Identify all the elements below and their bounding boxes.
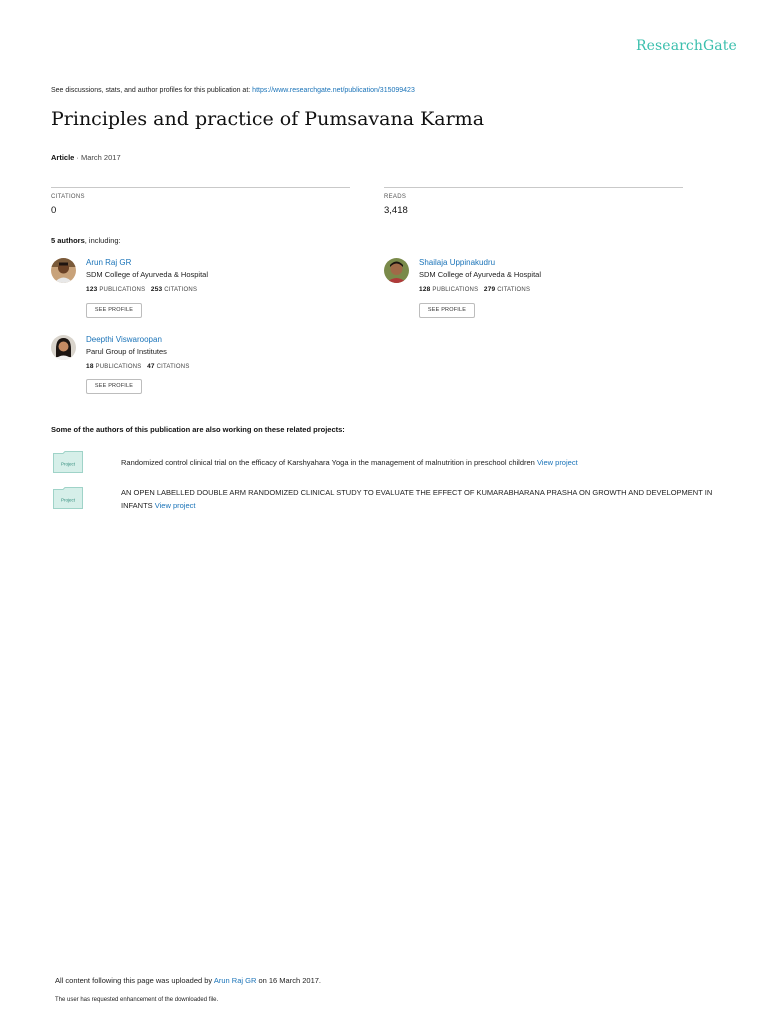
discussions-prefix: See discussions, stats, and author profiles for this publication at: — [51, 87, 253, 94]
uploader-link[interactable]: Arun Raj GR — [213, 976, 257, 985]
project-icon-label: Project — [60, 497, 76, 503]
reads-label: READS — [384, 194, 407, 200]
page-title: Principles and practice of Pumsavana Karma — [51, 108, 485, 130]
author-stats — [86, 286, 197, 293]
reads-value: 3,418 — [384, 205, 408, 216]
author-name-link[interactable]: Deepthi Viswaroopan — [86, 335, 162, 344]
author-stats — [86, 363, 190, 370]
project-icon-label: Project — [60, 461, 76, 467]
article-date: · March 2017 — [74, 153, 121, 162]
citations-label: CITATIONS — [51, 194, 85, 200]
project-text-line-2 — [121, 499, 721, 512]
author-publications-label: PUBLICATIONS — [95, 364, 142, 370]
project-folder-icon — [53, 451, 83, 473]
upload-prefix: All content following this page was uploaded by — [55, 976, 214, 985]
authors-suffix: , including: — [84, 236, 121, 245]
project-text-line-2-text: INFANTS — [121, 501, 155, 510]
author-publications-count: 123 — [86, 286, 98, 293]
author-name-link[interactable]: Arun Raj GR — [86, 258, 132, 267]
view-project-link[interactable]: View project — [154, 501, 196, 510]
article-meta — [51, 153, 121, 162]
project-folder-icon — [53, 487, 83, 509]
author-citations-label: CITATIONS — [156, 364, 190, 370]
folder-icon — [53, 451, 83, 473]
authors-heading — [51, 236, 121, 245]
avatar-photo-icon — [51, 258, 76, 283]
author-citations-label: CITATIONS — [164, 287, 198, 293]
researchgate-logo[interactable]: ResearchGate — [636, 38, 737, 54]
author-name-link[interactable]: Shailaja Uppinakudru — [419, 258, 496, 267]
author-citations-count: 47 — [147, 363, 155, 370]
author-publications-count: 18 — [86, 363, 94, 370]
author-citations-label: CITATIONS — [497, 287, 531, 293]
view-project-link[interactable]: View project — [536, 458, 578, 467]
author-stats — [419, 286, 530, 293]
author-publications-count: 128 — [419, 286, 431, 293]
avatar-photo-icon — [384, 258, 409, 283]
citations-divider — [51, 187, 350, 188]
reads-divider — [384, 187, 683, 188]
author-publications-label: PUBLICATIONS — [432, 287, 479, 293]
avatar-photo-icon — [51, 335, 76, 360]
author-institution: SDM College of Ayurveda & Hospital — [86, 270, 209, 279]
authors-count: 5 authors — [51, 236, 85, 245]
project-text: Randomized control clinical trial on the efficacy of Karshyahara Yoga in the management of malnutrition in preschool children — [121, 458, 537, 467]
project-description — [121, 456, 721, 469]
article-type: Article — [51, 153, 75, 162]
upload-notice — [55, 976, 321, 985]
enhancement-note: The user has requested enhancement of the downloaded file. — [55, 997, 219, 1003]
discussions-line — [51, 87, 415, 94]
author-publications-label: PUBLICATIONS — [99, 287, 146, 293]
related-projects-heading: Some of the authors of this publication are also working on these related projects: — [51, 425, 345, 434]
project-text-line-1: AN OPEN LABELLED DOUBLE ARM RANDOMIZED CLINICAL STUDY TO EVALUATE THE EFFECT OF KUMARABHARANA PRASHA ON GROWTH AND DEVELOPMENT IN — [121, 488, 713, 497]
avatar-arun-raj[interactable] — [51, 258, 76, 283]
publication-url-link[interactable]: https://www.researchgate.net/publication/315099423 — [252, 87, 415, 94]
author-citations-count: 253 — [150, 286, 163, 293]
see-profile-button[interactable]: SEE PROFILE — [419, 303, 475, 318]
upload-suffix: on 16 March 2017. — [256, 976, 322, 985]
project-description — [121, 486, 721, 512]
avatar-shailaja-uppinakudru[interactable] — [384, 258, 409, 283]
avatar-deepthi-viswaroopan[interactable] — [51, 335, 76, 360]
see-profile-button[interactable]: SEE PROFILE — [86, 379, 142, 394]
author-institution: SDM College of Ayurveda & Hospital — [419, 270, 542, 279]
author-citations-count: 279 — [483, 286, 496, 293]
author-institution: Parul Group of Institutes — [86, 347, 167, 356]
see-profile-button[interactable]: SEE PROFILE — [86, 303, 142, 318]
folder-icon — [53, 487, 83, 509]
citations-value: 0 — [51, 205, 57, 216]
